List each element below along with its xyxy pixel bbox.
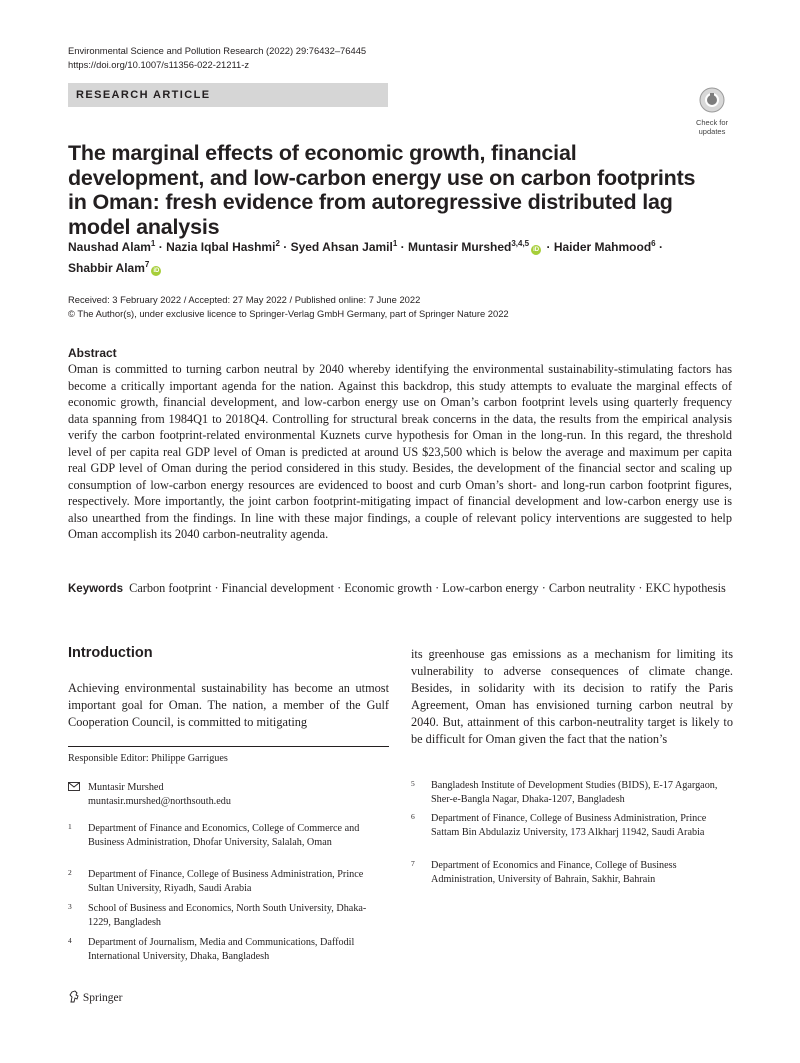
corresponding-author: [68, 781, 389, 808]
author-name[interactable]: Haider Mahmood: [553, 240, 652, 254]
abstract-heading: Abstract: [68, 346, 117, 360]
author-separator: ·: [658, 240, 663, 254]
author-affiliation-ref: 3,4,5: [511, 239, 530, 248]
author-separator: ·: [546, 240, 551, 254]
affiliation-number: 1: [68, 822, 72, 831]
article-title: The marginal effects of economic growth, financial development, and low-carbon energy use on carbon footprints in Oman: fresh evidence from autoregressive distributed lag model analysis: [68, 141, 696, 239]
affiliation-text: Department of Finance, College of Business Administration, Prince Sattam Bin Abdulaziz University, 173 Alkharj 11942, Saudi Arabia: [431, 813, 707, 838]
author-name[interactable]: Nazia Iqbal Hashmi: [166, 240, 276, 254]
author-name[interactable]: Muntasir Murshed: [407, 240, 512, 254]
crossmark-icon: [699, 87, 725, 113]
orcid-icon[interactable]: iD: [153, 268, 160, 274]
affiliation-number: 2: [68, 868, 72, 877]
author-affiliation-ref: 2: [275, 239, 280, 248]
introduction-text-right: its greenhouse gas emissions as a mechanism for limiting its vulnerability to adverse consequences of climate change. Besides, in solidarity with its decision to ratify the Paris Agreement, Oman has envisioned turning carbon neutral by 2040. But, attainment of this carbon-neutrality target is likely to be difficult for Oman given the fact that the nation’s: [411, 647, 733, 746]
affiliation-number: 5: [411, 779, 415, 788]
keywords-heading: Keywords: [68, 583, 123, 595]
affiliation-text: Bangladesh Institute of Development Studies (BIDS), E-17 Agargaon, Sher-e-Bangla Nagar, Dhaka-1207, Bangladesh: [431, 780, 718, 805]
author-name[interactable]: Naushad Alam: [68, 240, 151, 254]
author-list: [68, 235, 718, 277]
affiliation-text: Department of Finance, College of Business Administration, Prince Sultan University, Riyadh, Saudi Arabia: [88, 869, 364, 894]
affiliation-text: Department of Economics and Finance, College of Business Administration, University of Bahrain, Sakhir, Bahrain: [431, 860, 677, 885]
publication-dates: Received: 3 February 2022 / Accepted: 27 May 2022 / Published online: 7 June 2022: [68, 294, 421, 305]
author-separator: ·: [283, 240, 288, 254]
affiliation-item: [68, 902, 389, 929]
publisher-footer: [68, 990, 122, 1004]
corresponding-email[interactable]: muntasir.murshed@northsouth.edu: [88, 795, 231, 807]
author-name[interactable]: Shabbir Alam: [68, 261, 145, 275]
check-label-line2: updates: [698, 127, 726, 136]
publisher-name: Springer: [82, 992, 123, 1004]
affiliation-number: 7: [411, 859, 415, 868]
affiliation-item: [411, 812, 733, 839]
introduction-text-left: Achieving environmental sustainability has become an utmost important goal for Oman. The nation, a member of the Gulf Cooperation Council, is committed to mitigating: [68, 681, 389, 729]
keywords-text: Carbon footprint · Financial development · Economic growth · Low-carbon energy · Carbon neutrality · EKC hypothesis: [129, 581, 726, 595]
orcid-icon[interactable]: iD: [533, 247, 540, 253]
author-affiliation-ref: 7: [144, 260, 150, 269]
affiliation-item: [411, 779, 733, 806]
copyright-notice: © The Author(s), under exclusive licence to Springer-Verlag GmbH Germany, part of Springer Nature 2022: [68, 307, 509, 319]
author-separator: ·: [400, 240, 405, 254]
affiliation-item: [68, 822, 389, 849]
keywords: [68, 580, 732, 598]
journal-citation: Environmental Science and Pollution Research (2022) 29:76432–76445: [68, 45, 367, 56]
affiliation-item: [411, 859, 733, 886]
footnote-divider: [68, 746, 389, 747]
affiliation-item: [68, 936, 389, 963]
author-affiliation-ref: 6: [651, 239, 656, 248]
affiliation-number: 3: [68, 902, 72, 911]
affiliation-text: Department of Finance and Economics, College of Commerce and Business Administration, Dhofar University, Salalah, Oman: [88, 823, 360, 848]
springer-horse-icon: [68, 990, 80, 1003]
journal-header: [68, 44, 366, 72]
author-affiliation-ref: 1: [150, 239, 156, 248]
author-name[interactable]: Syed Ahsan Jamil: [290, 240, 393, 254]
introduction-heading: Introduction: [68, 645, 153, 661]
doi-link[interactable]: https://doi.org/10.1007/s11356-022-21211-z: [68, 59, 250, 70]
author-separator: ·: [158, 240, 163, 254]
check-label-line1: Check for: [695, 118, 729, 127]
affiliation-item: [68, 868, 389, 895]
affiliation-number: 4: [68, 936, 72, 945]
author-affiliation-ref: 1: [392, 239, 398, 248]
responsible-editor: Responsible Editor: Philippe Garrigues: [68, 753, 228, 764]
article-type-banner: RESEARCH ARTICLE: [68, 83, 388, 107]
envelope-icon[interactable]: [68, 782, 80, 791]
check-for-updates-badge[interactable]: [692, 87, 732, 136]
affiliation-number: 6: [411, 812, 415, 821]
affiliation-text: School of Business and Economics, North South University, Dhaka-1229, Bangladesh: [88, 903, 367, 928]
publication-history: [68, 293, 748, 320]
corresponding-name: Muntasir Murshed: [88, 782, 164, 793]
abstract-text: Oman is committed to turning carbon neutral by 2040 whereby identifying the environmental sustainability-stimulating factors has become a critically important agenda for the nation. Against this backdrop, this study attempts to evaluate the marginal effects of economic growth, financial development, and low-carbon energy use on Oman’s carbon footprint levels using quarterly frequency data spanning from 1984Q1 to 2018Q4. Controlling for structural break concerns in the data, the results from the empirical analysis verify the carbon footprint-related environmental Kuznets curve hypothesis for Oman in the long-run. In this regard, the threshold level of per capita real GDP level of Oman is predicted at around US $23,500 which is below the average and maximum per capita real GDP level of Oman during the period considered in this study. Besides, the development of the financial sector and scaling up consumption of low-carbon energy resources are evidenced to boost and curb Oman’s short- and long-run carbon footprint figures, respectively. More importantly, the joint carbon footprint-mitigating impact of financial development and low-carbon energy use is also unearthed from the findings. In line with these major findings, a couple of relevant policy interventions are suggested to help Oman accomplish its 2040 carbon-neutrality agenda.: [68, 362, 732, 542]
affiliation-text: Department of Journalism, Media and Communications, Daffodil International University, Dhaka, Bangladesh: [88, 937, 355, 962]
